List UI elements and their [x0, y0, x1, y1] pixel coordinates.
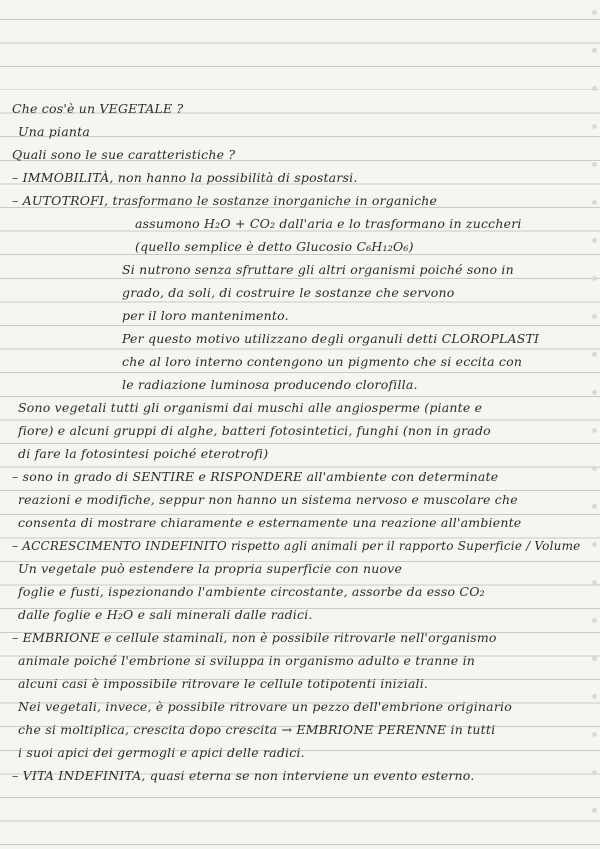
question-line: Quali sono le sue caratteristiche ?: [12, 147, 236, 162]
point-vita-indefinita: – VITA INDEFINITA, quasi eterna se non interviene un evento esterno.: [12, 768, 475, 783]
text-line: che si moltiplica, crescita dopo crescita → EMBRIONE PERENNE in tutti: [18, 722, 496, 737]
binding-holes: [588, 0, 600, 849]
text-line: Si nutrono senza sfruttare gli altri organismi poiché sono in: [122, 262, 514, 277]
text-line: che al loro interno contengono un pigmento che si eccita con: [122, 354, 523, 369]
point-accrescimento: – ACCRESCIMENTO INDEFINITO rispetto agli animali per il rapporto Superficie / Volume: [12, 539, 581, 553]
text-line: (quello semplice è detto Glucosio C₆H₁₂O₆): [135, 239, 414, 254]
point-autotrofi: – AUTOTROFI, trasformano le sostanze inorganiche in organiche: [12, 193, 438, 208]
text-line: Un vegetale può estendere la propria superficie con nuove: [18, 561, 403, 576]
answer-line: Una pianta: [18, 124, 90, 139]
text-line: consenta di mostrare chiaramente e esternamente una reazione all'ambiente: [18, 515, 522, 530]
text-line: per il loro mantenimento.: [122, 308, 289, 323]
text-line: Sono vegetali tutti gli organismi dai muschi alle angiosperme (piante e: [18, 400, 483, 415]
text-line: Nei vegetali, invece, è possibile ritrovare un pezzo dell'embrione originario: [18, 699, 512, 714]
text-line: grado, da soli, di costruire le sostanze che servono: [122, 285, 455, 300]
text-line: animale poiché l'embrione si sviluppa in organismo adulto e tranne in: [18, 653, 476, 668]
text-line: assumono H₂O + CO₂ dall'aria e lo trasformano in zuccheri: [135, 216, 522, 231]
point-embrione: – EMBRIONE e cellule staminali, non è possibile ritrovarle nell'organismo: [12, 630, 497, 645]
text-line: alcuni casi è impossibile ritrovare le cellule totipotenti iniziali.: [18, 676, 429, 691]
heading-question: Che cos'è un VEGETALE ?: [12, 101, 184, 116]
text-line: foglie e fusti, ispezionando l'ambiente circostante, assorbe da esso CO₂: [18, 584, 485, 599]
text-line: dalle foglie e H₂O e sali minerali dalle radici.: [18, 607, 313, 622]
text-line: Per questo motivo utilizzano degli organuli detti CLOROPLASTI: [122, 331, 540, 346]
text-line: reazioni e modifiche, seppur non hanno un sistema nervoso e muscolare che: [18, 492, 518, 507]
text-line: le radiazione luminosa producendo clorofilla.: [122, 377, 418, 392]
text-line: fiore) e alcuni gruppi di alghe, batteri fotosintetici, funghi (non in grado: [18, 423, 491, 438]
text-line: i suoi apici dei germogli e apici delle radici.: [18, 745, 305, 760]
point-immobilita: – IMMOBILITÀ, non hanno la possibilità di spostarsi.: [12, 170, 358, 185]
point-sentire-rispondere: – sono in grado di SENTIRE e RISPONDERE all'ambiente con determinate: [12, 469, 499, 484]
text-line: di fare la fotosintesi poiché eterotrofi): [18, 446, 269, 461]
